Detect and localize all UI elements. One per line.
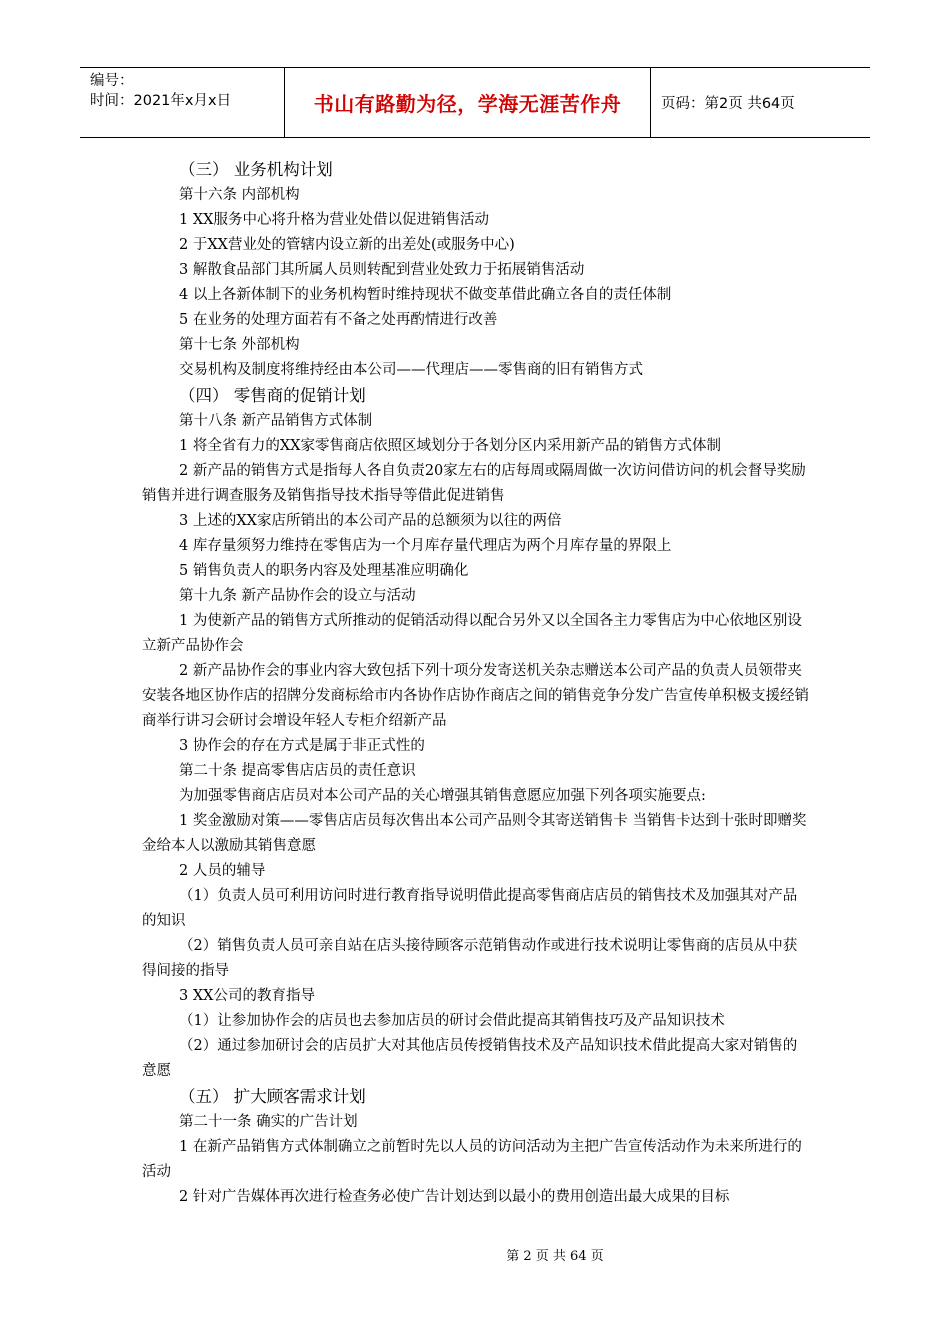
body-paragraph: 5 在业务的处理方面若有不备之处再酌情进行改善 xyxy=(179,312,498,328)
body-paragraph: 第十七条 外部机构 xyxy=(179,337,300,353)
body-paragraph: 2 新产品协作会的事业内容大致包括下列十项分发寄送机关杂志赠送本公司产品的负责人员领带夹安装各地区协作店的招牌分发商标给市内各协作店协作商店之间的销售竞争分发广告宣传单积极支援经销商举行讲习会研讨会增设年轻人专柜介绍新产品 xyxy=(142,663,809,729)
body-paragraph: （1）负责人员可利用访问时进行教育指导说明借此提高零售商店店员的销售技术及加强其对产品的知识 xyxy=(142,888,798,929)
body-paragraph: 2 人员的辅导 xyxy=(179,863,266,879)
page-footer: 第 2 页 共 64 页 xyxy=(506,1249,604,1264)
body-paragraph: 2 新产品的销售方式是指每人各自负责20家左右的店每周或隔周做一次访问借访问的机会督导奖励销售并进行调查服务及销售指导技术指导等借此促进销售 xyxy=(142,463,806,504)
body-paragraph: 4 以上各新体制下的业务机构暂时维持现状不做变革借此确立各自的责任体制 xyxy=(179,287,672,303)
body-paragraph: （2）销售负责人员可亲自站在店头接待顾客示范销售动作或进行技术说明让零售商的店员从中获得间接的指导 xyxy=(142,938,798,979)
body-paragraph: 第十八条 新产品销售方式体制 xyxy=(179,413,373,429)
document-number-label: 编号： xyxy=(90,73,134,89)
body-paragraph: （1）让参加协作会的店员也去参加店员的研讨会借此提高其销售技巧及产品知识技术 xyxy=(179,1013,725,1029)
document-date-label: 时间：2021年x月x日 xyxy=(90,93,232,109)
body-paragraph: 4 库存量须努力维持在零售店为一个月库存量代理店为两个月库存量的界限上 xyxy=(179,538,672,554)
body-paragraph: 1 奖金激励对策——零售店店员每次售出本公司产品则令其寄送销售卡 当销售卡达到十张时即赠奖金给本人以激励其销售意愿 xyxy=(142,813,807,854)
body-paragraph: （2）通过参加研讨会的店员扩大对其他店员传授销售技术及产品知识技术借此提高大家对销售的意愿 xyxy=(142,1038,798,1079)
page-header xyxy=(80,67,870,138)
header-motto: 书山有路勤为径，学海无涯苦作舟 xyxy=(285,68,651,137)
section-heading: （四） 零售商的促销计划 xyxy=(179,386,366,405)
body-paragraph: 2 于XX营业处的管辖内设立新的出差处(或服务中心) xyxy=(179,237,515,253)
body-paragraph: 第十六条 内部机构 xyxy=(179,187,300,203)
body-paragraph: 1 XX服务中心将升格为营业处借以促进销售活动 xyxy=(179,212,489,228)
body-paragraph: 3 协作会的存在方式是属于非正式性的 xyxy=(179,738,425,754)
body-paragraph: 5 销售负责人的职务内容及处理基准应明确化 xyxy=(179,563,469,579)
header-meta xyxy=(80,68,285,137)
body-paragraph: 为加强零售商店店员对本公司产品的关心增强其销售意愿应加强下列各项实施要点: xyxy=(179,788,706,804)
body-paragraph: 2 针对广告媒体再次进行检查务必使广告计划达到以最小的费用创造出最大成果的目标 xyxy=(179,1189,730,1205)
body-paragraph: 1 将全省有力的XX家零售商店依照区域划分于各划分区内采用新产品的销售方式体制 xyxy=(179,438,721,454)
body-paragraph: 第二十一条 确实的广告计划 xyxy=(179,1114,358,1130)
body-paragraph: 3 解散食品部门其所属人员则转配到营业处致力于拓展销售活动 xyxy=(179,262,585,278)
body-paragraph: 1 在新产品销售方式体制确立之前暂时先以人员的访问活动为主把广告宣传活动作为未来所进行的活动 xyxy=(142,1139,802,1180)
body-paragraph: 第十九条 新产品协作会的设立与活动 xyxy=(179,588,416,604)
header-page-label: 页码：第2页 共64页 xyxy=(661,96,795,112)
section-heading: （三） 业务机构计划 xyxy=(179,160,333,179)
section-heading: （五） 扩大顾客需求计划 xyxy=(179,1087,366,1106)
body-paragraph: 3 XX公司的教育指导 xyxy=(179,988,315,1004)
body-paragraph: 1 为使新产品的销售方式所推动的促销活动得以配合另外又以全国各主力零售店为中心依地区别设立新产品协作会 xyxy=(142,613,802,654)
document-body xyxy=(142,157,810,1210)
body-paragraph: 3 上述的XX家店所销出的本公司产品的总额须为以往的两倍 xyxy=(179,513,562,529)
body-paragraph: 第二十条 提高零售店店员的责任意识 xyxy=(179,763,416,779)
body-paragraph: 交易机构及制度将维持经由本公司——代理店——零售商的旧有销售方式 xyxy=(179,362,643,378)
